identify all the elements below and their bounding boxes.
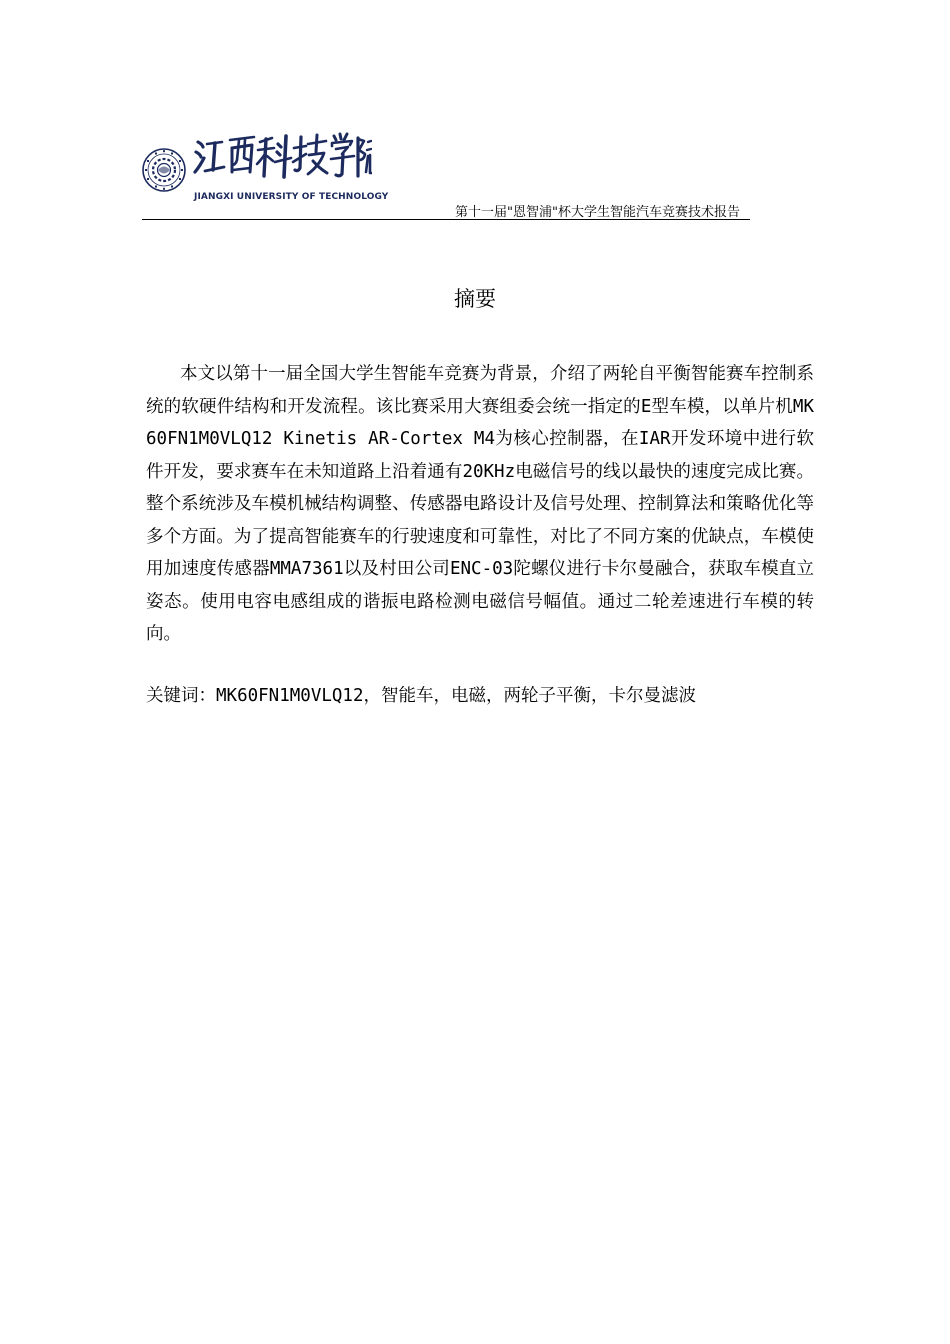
header-divider — [142, 219, 750, 220]
page-title: 摘要 — [454, 287, 496, 311]
page-header — [142, 128, 750, 222]
report-header-title: 第十一届"恩智浦"杯大学生智能汽车竞赛技术报告 — [455, 205, 740, 220]
university-english-name: JIANGXI UNIVERSITY OF TECHNOLOGY — [194, 192, 389, 202]
university-logo — [142, 128, 389, 208]
abstract-paragraph: 本文以第十一届全国大学生智能车竞赛为背景，介绍了两轮自平衡智能赛车控制系统的软硬件结构和开发流程。该比赛采用大赛组委会统一指定的E型车模，以单片机MK60FN1M0VLQ12 Kinetis AR-Cortex M4为核心控制器，在IAR开发环境中进行软件开发，要求赛车在未知道路上沿着通有20KHz电磁信号的线以最快的速度完成比赛。整个系统涉及车模机械结构调整、传感器电路设计及信号处理、控制算法和策略优化等多个方面。为了提高智能赛车的行驶速度和可靠性，对比了不同方案的优缺点，车模使用加速度传感器MMA7361以及村田公司ENC-03陀螺仪进行卡尔曼融合，获取车模直立姿态。使用电容电感组成的谐振电路检测电磁信号幅值。通过二轮差速进行车模的转向。 — [146, 364, 814, 644]
university-calligraphy-logo — [192, 130, 372, 186]
keywords-line: 关键词：MK60FN1M0VLQ12，智能车，电磁，两轮子平衡，卡尔曼滤波 — [146, 686, 697, 706]
university-seal-icon — [142, 148, 186, 192]
